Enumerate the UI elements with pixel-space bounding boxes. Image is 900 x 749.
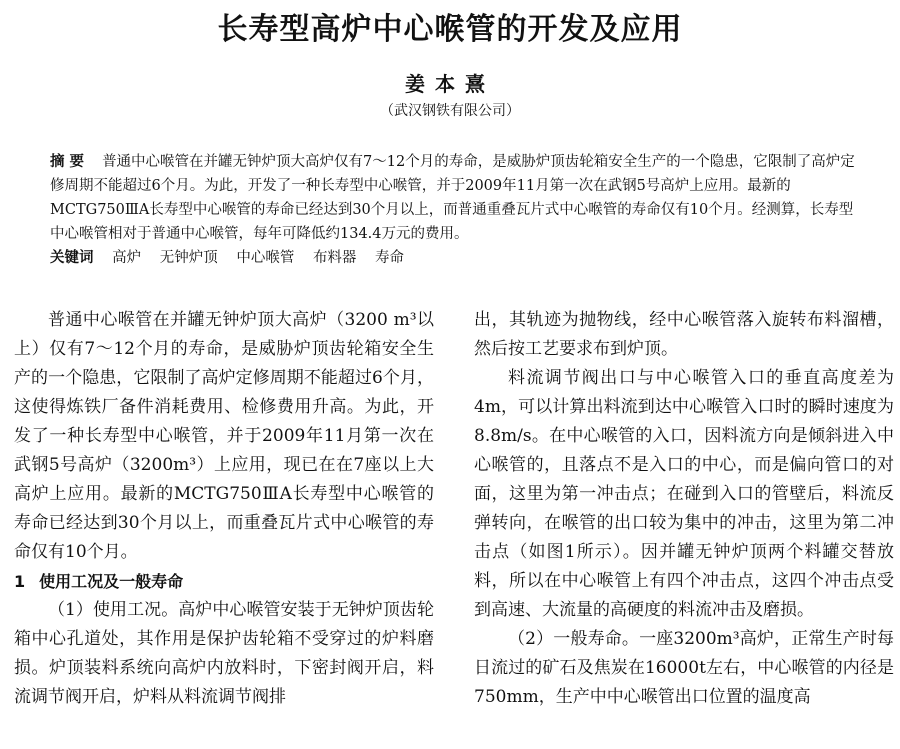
keyword: 无钟炉顶 [159,250,218,266]
keyword: 布料器 [312,250,357,266]
section-number: 1 [14,572,26,591]
left-column [14,306,434,712]
keyword: 寿命 [375,250,405,266]
body-paragraph: （1）使用工况。高炉中心喉管安装于无钟炉顶齿轮箱中心孔道处，其作用是保护齿轮箱不受穿过的炉料磨损。炉顶装料系统向高炉内放料时，下密封阀开启，料流调节阀开启，炉料从料流调节阀排 [14,600,434,707]
keyword: 高炉 [112,250,142,266]
abstract-label: 摘 要 [50,154,85,170]
body-paragraph: （2）一般寿命。一座3200m³高炉，正常生产时每日流过的矿石及焦炭在16000t左右，中心喉管的内径是750mm，生产中中心喉管出口位置的温度高 [474,629,894,707]
section-heading [14,567,434,596]
author-name: 姜本熹 [405,72,495,96]
abstract-text: 普通中心喉管在并罐无钟炉顶大高炉仅有7～12个月的寿命，是威胁炉顶齿轮箱安全生产的一个隐患，它限制了高炉定修周期不能超过6个月。为此，开发了一种长寿型中心喉管，并于2009年11月第一次在武钢5号高炉上应用。最新的MCTG750ⅢA长寿型中心喉管的寿命已经达到30个月以上，而普通重叠瓦片式中心喉管的寿命仅有10个月。经测算，长寿型中心喉管相对于普通中心喉管，每年可降低约134.4万元的费用。 [50,154,855,242]
author-affiliation: （武汉钢铁有限公司） [380,103,520,119]
abstract-block [50,150,860,270]
keyword: 中心喉管 [236,250,295,266]
body-paragraph: 普通中心喉管在并罐无钟炉顶大高炉（3200 m³以上）仅有7～12个月的寿命，是威胁炉顶齿轮箱安全生产的一个隐患，它限制了高炉定修周期不能超过6个月，这使得炼铁厂备件消耗费用、检修费用升高。为此，开发了一种长寿型中心喉管，并于2009年11月第一次在武钢5号高炉（3200m³）上应用，现已在在7座以上大高炉上应用。最新的MCTG750ⅢA长寿型中心喉管的寿命已经达到30个月以上，而重叠瓦片式中心喉管的寿命仅有10个月。 [14,310,434,562]
paper-title: 长寿型高炉中心喉管的开发及应用 [217,12,683,47]
abstract-paragraph [50,150,860,246]
right-column [474,306,894,712]
keywords-label: 关键词 [50,250,94,266]
body-paragraph: 料流调节阀出口与中心喉管入口的垂直高度差为4m，可以计算出料流到达中心喉管入口时的瞬时速度为8.8m/s。在中心喉管的入口，因料流方向是倾斜进入中心喉管的，且落点不是入口的中心，而是偏向管口的对面，这里为第一冲击点；在碰到入口的管壁后，料流反弹转向，在喉管的出口较为集中的冲击，这里为第二冲击点（如图1所示）。因并罐无钟炉顶两个料罐交替放料，所以在中心喉管上有四个冲击点，这四个冲击点受到高速、大流量的高硬度的料流冲击及磨损。 [474,368,894,620]
body-paragraph: 出，其轨迹为抛物线，经中心喉管落入旋转布料溜槽，然后按工艺要求布到炉顶。 [474,310,894,359]
section-title: 使用工况及一般寿命 [39,572,184,591]
keywords-line [50,246,860,270]
